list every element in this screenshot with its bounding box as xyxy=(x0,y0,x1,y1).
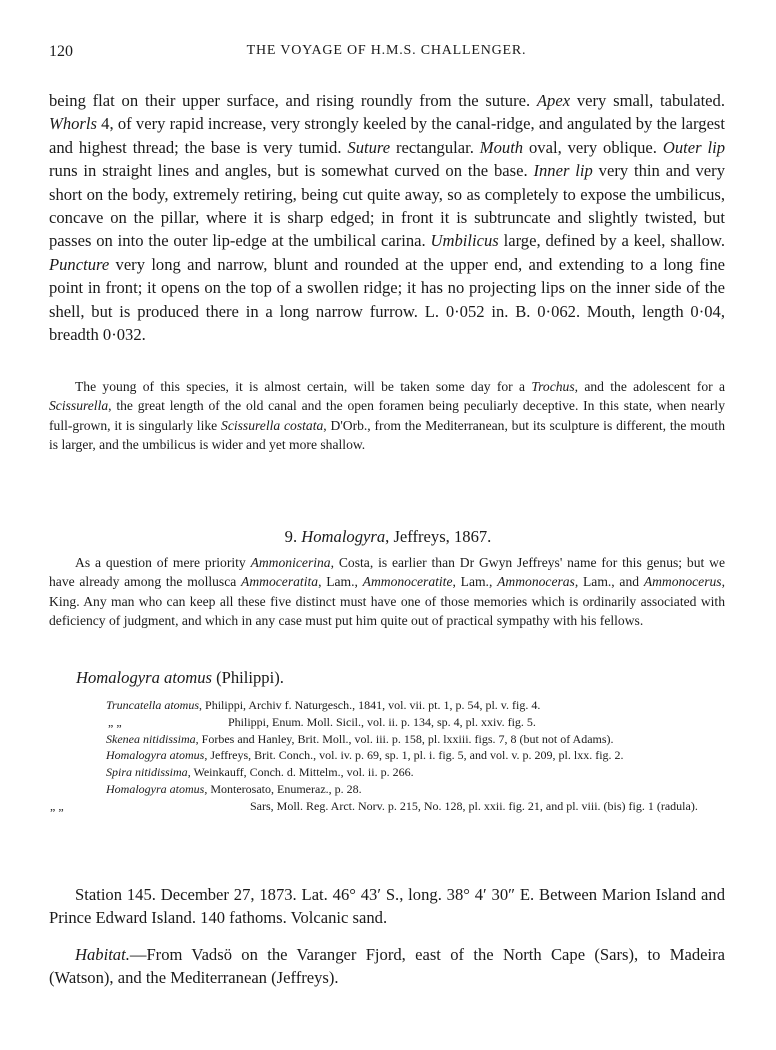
synonymy-entry: Skenea nitidissima, Forbes and Hanley, Brit. Moll., vol. iii. p. 158, pl. lxxiii. figs. 7, 8 (but not of Adams). xyxy=(106,731,614,746)
section-heading: 9. Homalogyra, Jeffreys, 1867. xyxy=(284,527,492,546)
running-title: THE VOYAGE OF H.M.S. CHALLENGER. xyxy=(246,43,527,58)
term-puncture: Puncture xyxy=(49,254,110,274)
comparative-note: The young of this species, it is almost certain, will be taken some day for a Trochus, and the adolescent for a Scissurella, the great length of the old canal and the open foramen being peculiarly deceptive. In this state, when nearly full-grown, it is singularly like Scissurella costata, D'Orb., from the Mediterranean, but its sculpture is different, the mouth is larger, and the umbilicus is wider and yet more shallow. xyxy=(49,379,726,453)
term-suture: Suture xyxy=(347,137,391,157)
term-outer-lip: Outer lip xyxy=(662,137,725,157)
term-mouth: Mouth xyxy=(479,137,524,157)
synonymy-entry: „ „ Philippi, Enum. Moll. Sicil., vol. ii. p. 134, sp. 4, pl. xxiv. fig. 5. xyxy=(108,714,536,729)
habitat-record: Habitat.—From Vadsö on the Varanger Fjord, east of the North Cape (Sars), to Madeira (Watson), and the Mediterranean (Jeffreys). xyxy=(49,945,725,988)
station-record: Station 145. December 27, 1873. Lat. 46° 43′ S., long. 38° 4′ 30″ E. Between Marion Island and Prince Edward Island. 140 fathoms. Volcanic sand. xyxy=(49,885,725,928)
synonymy-entry: Spira nitidissima, Weinkauff, Conch. d. Mittelm., vol. ii. p. 266. xyxy=(106,765,414,780)
synonymy-entry: Homalogyra atomus, Jeffreys, Brit. Conch., vol. iv. p. 69, sp. 1, pl. i. fig. 5, and vol. v. p. 209, pl. lxx. fig. 2. xyxy=(106,748,624,763)
term-umbilicus: Umbilicus xyxy=(430,231,499,251)
running-header xyxy=(49,43,724,65)
term-apex: Apex xyxy=(536,91,571,110)
genus-note: As a question of mere priority Ammonicerina, Costa, is earlier than Dr Gwyn Jeffreys' name for this genus; but we have already among the mollusca Ammoceratita, Lam., Ammonoceratite, Lam., Ammonoceras, Lam., and Ammonocerus, King. Any man who can keep all these five distinct must have one of those memories which is ordinarily associated with deficiency of judgment, and which in any case must put him quite out of practical sympathy with his fellows. xyxy=(49,555,725,629)
page-number: 120 xyxy=(49,43,73,60)
term-whorls: Whorls xyxy=(49,114,97,134)
synonymy-list xyxy=(50,697,726,815)
synonymy-entry: Truncatella atomus, Philippi, Archiv f. Naturgesch., 1841, vol. vii. pt. 1, p. 54, pl. v. fig. 4. xyxy=(106,698,541,712)
synonymy-entry: „ „ Sars, Moll. Reg. Arct. Norv. p. 215, No. 128, pl. xxii. fig. 21, and pl. viii. (bis) fig. 1 (radula). xyxy=(50,798,698,813)
term-inner-lip: Inner lip xyxy=(533,161,593,181)
synonymy-entry: Homalogyra atomus, Monterosato, Enumeraz., p. 28. xyxy=(106,781,362,796)
species-description: being flat on their upper surface, and rising roundly from the suture. Apex very small, tabulated. Whorls 4, of very rapid increase, very strongly keeled by the canal-ridge, and angulated by the largest and highest thread; the base is very tumid. Suture rectangular. Mouth oval, very oblique. Outer lip runs in straight lines and angles, but is somewhat curved on the base. Inner lip very thin and very short on the body, extremely retiring, being cut quite away, so as completely to expose the umbilicus, concave on the pillar, where it is sharp edged; in front it is subtruncate and slightly twisted, but passes on into the outer lip-edge at the umbilical carina. Umbilicus large, defined by a keel, shallow. Puncture very long and narrow, blunt and rounded at the upper end, and extending to a long fine point in front; it opens on the top of a swollen ridge; it has no projecting lips on the inner side of the shell, but is produced there in a long narrow furrow. L. 0·052 in. B. 0·062. Mouth, length 0·04, breadth 0·032. xyxy=(49,91,725,345)
species-heading: Homalogyra atomus (Philippi). xyxy=(76,668,284,687)
